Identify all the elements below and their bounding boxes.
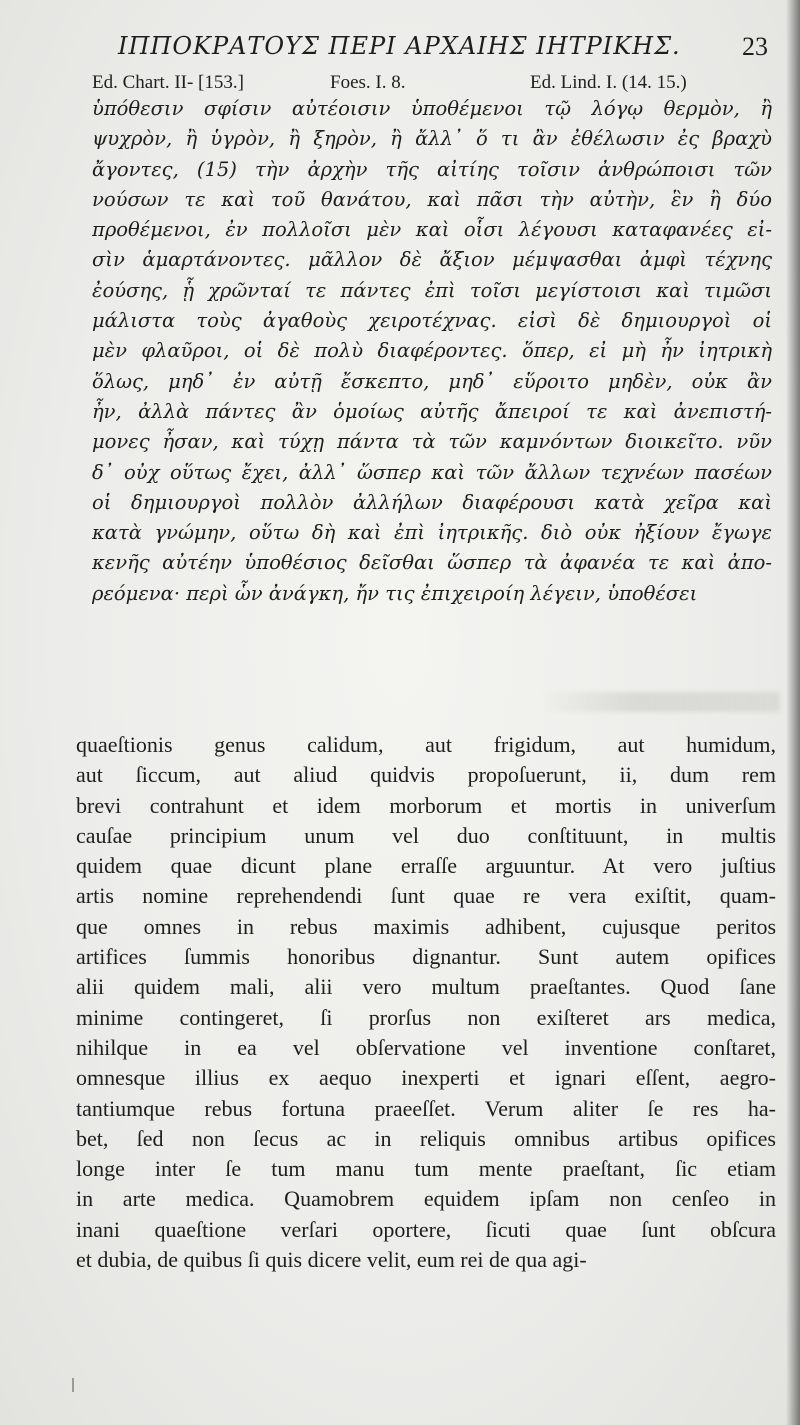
greek-text-line: ψυχρὸν, ἢ ὑγρὸν, ἢ ξηρὸν, ἢ ἄλλ᾿ ὅ τι ἂν ἐθέλωσιν ἐς βραχὺ — [92, 127, 772, 151]
latin-text-line: artis nomine reprehendendi ſunt quae re vera exiſtit, quam- — [76, 883, 776, 909]
greek-text-line: οἱ δημιουργοὶ πολλὸν ἀλλήλων διαφέρουσι κατὰ χεῖρα καὶ — [92, 490, 772, 514]
greek-text-line: ὑπόθεσιν σφίσιν αὐτέοισιν ὑποθέμενοι τῷ λόγῳ θερμὸν, ἢ — [92, 97, 772, 120]
latin-text-line: longe inter ſe tum manu tum mente praeſtant, ſic etiam — [76, 1156, 776, 1182]
latin-text-line: inani quaeſtione verſari oportere, ſicuti quae ſunt obſcura — [76, 1216, 776, 1242]
edition-lind-ref: Ed. Lind. I. (14. 15.) — [530, 72, 687, 93]
latin-text-line: quidem quae dicunt plane erraſſe arguuntur. At vero juſtius — [76, 853, 776, 879]
greek-text-line: σὶν ἁμαρτάνοντες. μᾶλλον δὲ ἄξιον μέμψασθαι ἀμφὶ τέχνης — [92, 248, 772, 272]
greek-text-line: κενῆς αὐτέην ὑποθέσιος δεῖσθαι ὥσπερ τὰ ἀφανέα τε καὶ ἀπο- — [92, 551, 772, 575]
latin-text-line: tantiumque rebus fortuna praeeſſet. Verum aliter ſe res ha- — [76, 1095, 776, 1121]
greek-text-line: προθέμενοι, ἐν πολλοῖσι μὲν καὶ οἷσι λέγουσι καταφανέες εἰ- — [92, 218, 772, 242]
latin-text-block — [76, 730, 776, 1275]
latin-text-line: nihilque in ea vel obſervatione vel inventione conſtaret, — [76, 1034, 776, 1060]
page-number: 23 — [742, 32, 768, 61]
latin-text-line: in arte medica. Quamobrem equidem ipſam non cenſeo in — [76, 1186, 776, 1212]
latin-text-line: et dubia, de quibus ſi quis dicere velit, eum rei de qua agi- — [76, 1247, 587, 1273]
latin-text-line: minime contingeret, ſi prorſus non exiſteret ars medica, — [76, 1004, 776, 1030]
latin-text-line: quaeſtionis genus calidum, aut frigidum, aut humidum, — [76, 732, 776, 757]
latin-text-line: aut ſiccum, aut aliud quidvis propoſuerunt, ii, dum rem — [76, 762, 776, 788]
greek-text-line: ἄγοντες, (15) τὴν ἀρχὴν τῆς αἰτίης τοῖσιν ἀνθρώποισι τῶν — [92, 157, 772, 181]
latin-text-line: brevi contrahunt et idem morborum et mortis in univerſum — [76, 792, 776, 818]
greek-text-line: δ᾿ οὐχ οὕτως ἔχει, ἀλλ᾿ ὥσπερ καὶ τῶν ἄλλων τεχνέων πασέων — [92, 460, 772, 484]
greek-text-line: ρεόμενα· περὶ ὧν ἀνάγκη, ἤν τις ἐπιχειροίη λέγειν, ὑποθέσει — [92, 581, 698, 605]
greek-text-block — [92, 94, 772, 609]
edition-foes-ref: Foes. I. 8. — [330, 72, 406, 93]
running-title: ΙΠΠΟΚΡΑΤΟΥΣ ΠΕΡΙ ΑΡΧΑΙΗΣ ΙΗΤΡΙΚΗΣ. — [118, 32, 681, 60]
edition-chart-ref: Ed. Chart. II- [153.] — [92, 72, 244, 93]
latin-text-line: cauſae principium unum vel duo conſtituunt, in multis — [76, 822, 776, 848]
greek-text-line: κατὰ γνώμην, οὕτω δὴ καὶ ἐπὶ ἰητρικῆς. διὸ οὐκ ἠξίουν ἔγωγε — [92, 521, 772, 545]
greek-text-line: ἦν, ἀλλὰ πάντες ἂν ὁμοίως αὐτῆς ἄπειροί τε καὶ ἀνεπιστή- — [92, 399, 772, 423]
greek-text-line: ἐούσης, ᾗ χρῶνταί τε πάντες ἐπὶ τοῖσι μεγίστοισι καὶ τιμῶσι — [92, 278, 772, 302]
greek-text-line: μάλιστα τοὺς ἀγαθοὺς χειροτέχνας. εἰσὶ δὲ δημιουργοὶ οἱ — [92, 309, 772, 333]
latin-text-line: artifices ſummis honoribus dignantur. Sunt autem opifices — [76, 944, 776, 970]
running-head — [118, 30, 768, 64]
page-edge-shadow — [786, 0, 800, 1425]
latin-text-line: que omnes in rebus maximis adhibent, cujusque peritos — [76, 913, 776, 939]
show-through-bleed — [540, 692, 780, 712]
greek-text-line: μὲν φλαῦροι, οἱ δὲ πολὺ διαφέροντες. ὅπερ, εἰ μὴ ἦν ἰητρικὴ — [92, 339, 772, 363]
latin-text-line: bet, ſed non ſecus ac in reliquis omnibus artibus opifices — [76, 1125, 776, 1151]
greek-text-line: ὅλως, μηδ᾿ ἐν αὐτῇ ἔσκεπτο, μηδ᾿ εὕροιτο μηδὲν, οὐκ ἂν — [92, 369, 772, 393]
greek-text-line: νούσων τε καὶ τοῦ θανάτου, καὶ πᾶσι τὴν αὐτὴν, ἓν ἢ δύο — [92, 187, 772, 211]
latin-text-line: alii quidem mali, alii vero multum praeſtantes. Quod ſane — [76, 974, 776, 1000]
greek-text-line: μονες ἦσαν, καὶ τύχῃ πάντα τὰ τῶν καμνόντων διοικεῖτο. νῦν — [92, 430, 772, 454]
margin-mark — [72, 1378, 74, 1392]
latin-text-line: omnesque illius ex aequo inexperti et ignari eſſent, aegro- — [76, 1065, 776, 1091]
